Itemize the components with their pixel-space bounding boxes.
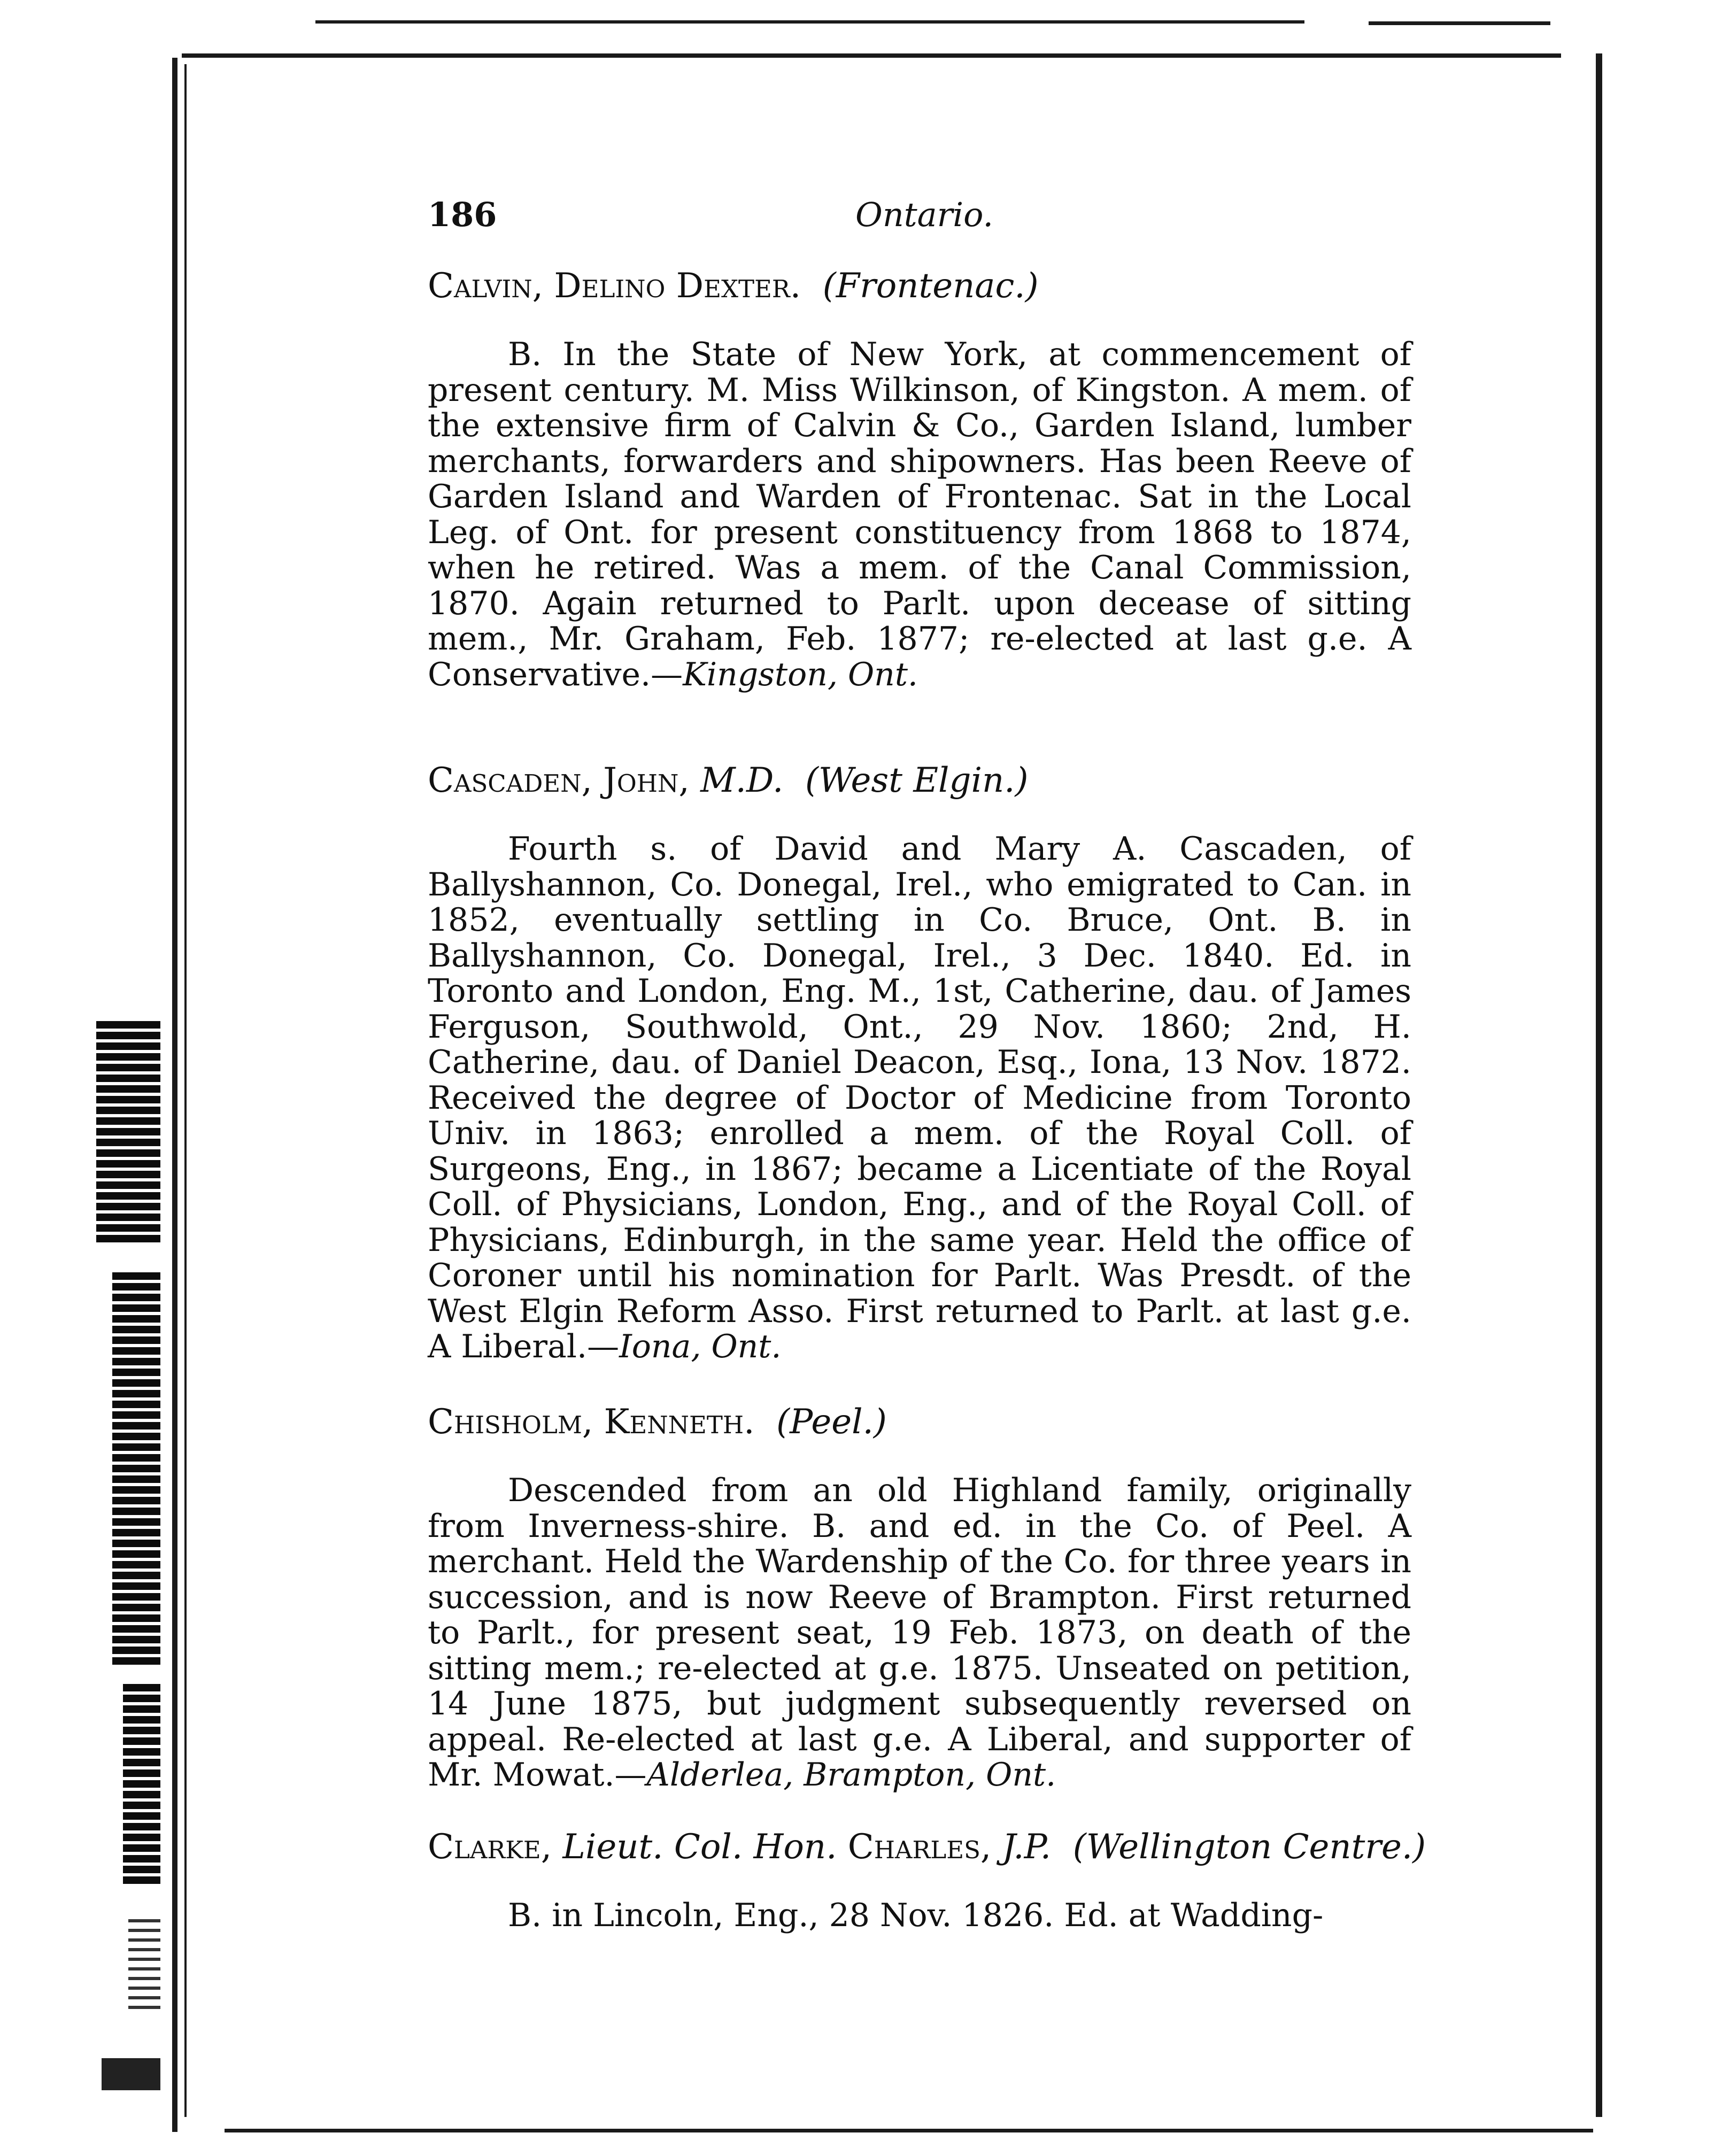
entry-constituency: (West Elgin.) xyxy=(805,761,1029,800)
entry-title: J.P. xyxy=(1002,1827,1052,1867)
entry-heading xyxy=(428,265,1417,307)
entry-constituency: (Frontenac.) xyxy=(822,266,1039,306)
entry-body-text: Fourth s. of David and Mary A. Cascaden, of Ballyshannon, Co. Donegal, Irel., who emigrated to Can. in 1852, eventually settling in Co. Bruce, Ont. B. in Ballyshannon, Co. Donegal, Irel., 3 Dec. 1840. Ed. in Toronto and London, Eng. M., 1st, Catherine, dau. of James Ferguson, Southwold, Ont., 29 Nov. 1860; 2nd, H. Catherine, dau. of Daniel Deacon, Esq., Iona, 13 Nov. 1872. Received the degree of Doctor of Medicine from Toronto Univ. in 1863; enrolled a mem. of the Royal Coll. of Surgeons, Eng., in 1867; became a Licentiate of the Royal Coll. of Physicians, London, Eng., and of the Royal Coll. of Physicians, Edinburgh, in the same year. Held the office of Coroner until his nomination for Parlt. Was Presdt. of the West Elgin Reform Asso. First returned to Parlt. at last g.e. A Liberal.— xyxy=(428,830,1411,1365)
entry-body-text: B. in Lincoln, Eng., 28 Nov. 1826. Ed. at Wadding- xyxy=(508,1897,1324,1934)
entry-heading xyxy=(428,1826,1426,1868)
entry-body xyxy=(428,1898,1411,1934)
entry-title: M.D. xyxy=(700,761,784,800)
binding-strip xyxy=(128,1919,160,2015)
binding-strip xyxy=(96,1021,160,1246)
entry-body-text: Descended from an old Highland family, originally from Inverness-shire. B. and ed. in the Co. of Peel. A merchant. Held the Wardenship of the Co. for three years in succession, and is now Reeve of Brampton. First returned to Parlt., for present seat, 19 Feb. 1873, on death of the sitting mem.; re-elected at g.e. 1875. Unseated on petition, 14 June 1875, but judgment subsequently reversed on appeal. Re-elected at last g.e. A Liberal, and supporter of Mr. Mowat.— xyxy=(428,1472,1411,1794)
scan-rule-top xyxy=(315,20,1304,24)
entry-rank: Lieut. Col. Hon. xyxy=(562,1827,837,1867)
entry-heading xyxy=(428,1401,1417,1443)
entry-body xyxy=(428,1473,1411,1793)
entry-address: Iona, Ont. xyxy=(619,1328,782,1365)
page-left-edge xyxy=(172,58,177,2132)
page-left-edge-inner xyxy=(184,64,187,2117)
entry-name: Cascaden, John, xyxy=(428,761,690,800)
scan-rule-top-right xyxy=(1369,21,1550,25)
page-right-edge xyxy=(1596,53,1602,2117)
entry-constituency: (Wellington Centre.) xyxy=(1072,1827,1426,1867)
entry-address: Alderlea, Brampton, Ont. xyxy=(646,1756,1056,1794)
binding-strip xyxy=(112,1272,160,1668)
entry-given-name: Charles, xyxy=(847,1827,992,1867)
entry-address: Kingston, Ont. xyxy=(683,655,918,693)
entry-name: Clarke, xyxy=(428,1827,552,1867)
entry-name: Chisholm, Kenneth. xyxy=(428,1402,755,1442)
page-number: 186 xyxy=(428,195,497,234)
entry-body xyxy=(428,337,1411,692)
entry-body-text: B. In the State of New York, at commencement of present century. M. Miss Wilkinson, of Kingston. A mem. of the extensive firm of Calvin & Co., Garden Island, lumber merchants, forwarders and shipowners. Has been Reeve of Garden Island and Warden of Frontenac. Sat in the Local Leg. of Ont. for present constituency from 1868 to 1874, when he retired. Was a mem. of the Canal Commission, 1870. Again returned to Parlt. upon decease of sitting mem., Mr. Graham, Feb. 1877; re-elected at last g.e. A Conservative.— xyxy=(428,336,1411,693)
binding-strip xyxy=(102,2058,160,2090)
entry-heading xyxy=(428,759,1417,802)
binding-strip xyxy=(123,1684,160,1887)
page-top-edge xyxy=(182,53,1561,58)
entry-constituency: (Peel.) xyxy=(776,1402,887,1442)
page-bottom-edge xyxy=(225,2129,1593,2132)
running-head: Ontario. xyxy=(855,195,994,234)
entry-body xyxy=(428,831,1411,1365)
entry-name: Calvin, Delino Dexter. xyxy=(428,266,801,306)
